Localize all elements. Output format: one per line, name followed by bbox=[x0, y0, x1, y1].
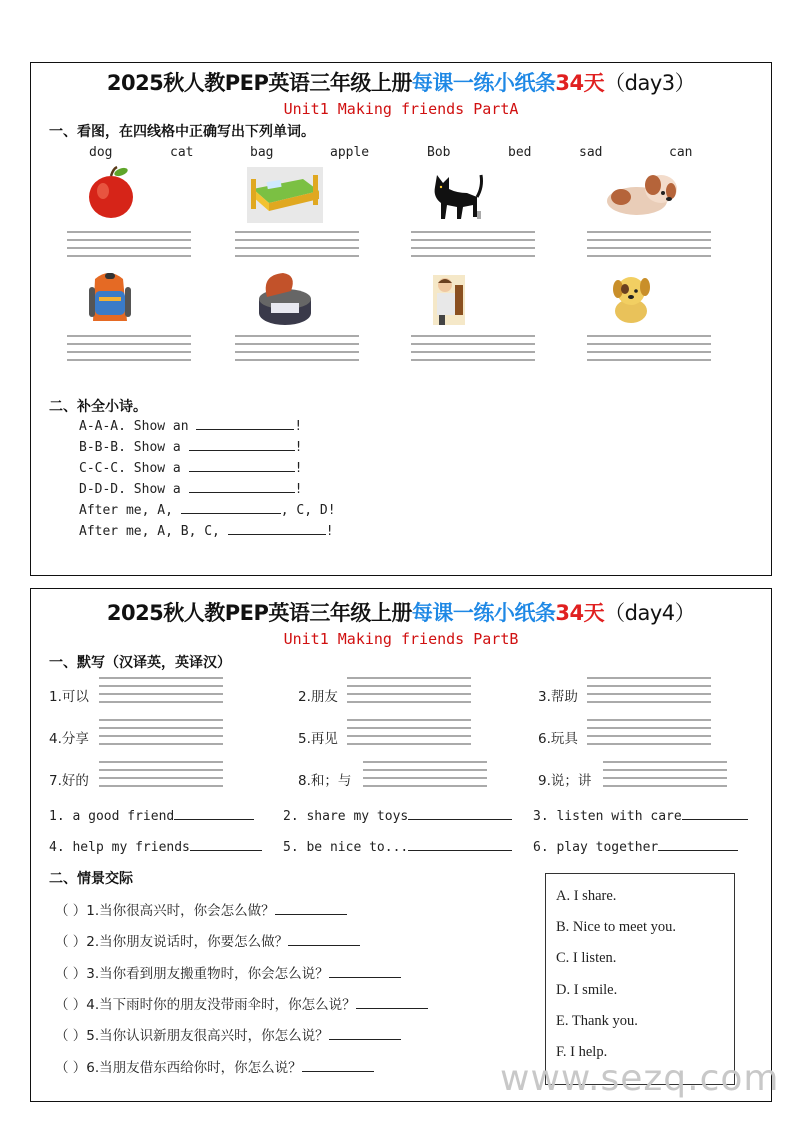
poem-text: C-C-C. Show a bbox=[79, 461, 189, 476]
four-line-grid[interactable] bbox=[587, 677, 711, 703]
day3-section1-heading: 一、看图，在四线格中正确写出下列单词。 bbox=[49, 124, 315, 140]
four-line-grid[interactable] bbox=[587, 335, 711, 361]
day4-section1-heading: 一、默写（汉译英，英译汉） bbox=[49, 655, 231, 671]
question-text: （ ）5.当你认识新朋友很高兴时，你怎么说？ bbox=[55, 1028, 329, 1044]
poem-line bbox=[79, 438, 302, 455]
title-part: 34天 bbox=[555, 71, 605, 95]
answer-blank[interactable] bbox=[189, 480, 295, 493]
poem-line bbox=[79, 522, 334, 539]
day3-subtitle: Unit1 Making friends PartA bbox=[283, 100, 519, 118]
poem-text: A-A-A. Show an bbox=[79, 419, 197, 434]
word-bank-item: Bob bbox=[427, 145, 451, 160]
answer-options-box bbox=[545, 873, 735, 1085]
answer-blank[interactable] bbox=[329, 965, 401, 978]
question-text: （ ）2.当你朋友说话时，你要怎么做？ bbox=[55, 934, 289, 950]
title-part: 2025秋人教PEP英语三年级上册 bbox=[106, 601, 412, 625]
answer-blank[interactable] bbox=[189, 459, 295, 472]
poem-text: ! bbox=[294, 482, 303, 497]
four-line-grid[interactable] bbox=[67, 231, 191, 257]
four-line-grid[interactable] bbox=[411, 231, 535, 257]
title-part: （day4） bbox=[604, 601, 696, 625]
answer-blank[interactable] bbox=[302, 1059, 374, 1072]
four-line-grid[interactable] bbox=[99, 761, 223, 787]
dictation-label: 6.玩具 bbox=[538, 731, 578, 747]
four-line-grid[interactable] bbox=[99, 677, 223, 703]
option-item: F. I help. bbox=[556, 1044, 608, 1060]
four-line-grid[interactable] bbox=[235, 335, 359, 361]
answer-blank[interactable] bbox=[682, 807, 748, 820]
day3-worksheet bbox=[30, 62, 772, 576]
word-bank-item: dog bbox=[89, 145, 113, 160]
dictation-label: 3.帮助 bbox=[538, 689, 578, 705]
phrase-item bbox=[49, 807, 254, 824]
title-part: 每课一练小纸条 bbox=[411, 71, 556, 95]
poem-text: After me, A, B, C, bbox=[79, 524, 228, 539]
answer-blank[interactable] bbox=[174, 807, 254, 820]
phrase-text: 3. listen with care bbox=[533, 809, 682, 824]
four-line-grid[interactable] bbox=[587, 719, 711, 745]
title-part: 2025秋人教PEP英语三年级上册 bbox=[106, 71, 412, 95]
poem-text: , C, D! bbox=[280, 503, 336, 518]
phrase-item bbox=[283, 838, 512, 855]
option-item: A. I share. bbox=[556, 888, 617, 904]
question-text: （ ）6.当朋友借东西给你时，你怎么说？ bbox=[55, 1060, 302, 1076]
bed-icon bbox=[247, 167, 317, 223]
answer-blank[interactable] bbox=[288, 933, 360, 946]
cat-icon bbox=[427, 167, 497, 223]
phrase-text: 1. a good friend bbox=[49, 809, 175, 824]
can-icon bbox=[253, 269, 323, 325]
four-line-grid[interactable] bbox=[587, 231, 711, 257]
dictation-label: 8.和；与 bbox=[298, 773, 352, 789]
phrase-item bbox=[283, 807, 512, 824]
answer-blank[interactable] bbox=[189, 438, 295, 451]
word-bank-item: sad bbox=[579, 145, 603, 160]
phrase-item bbox=[533, 838, 738, 855]
question-item bbox=[55, 930, 360, 950]
poem-text: D-D-D. Show a bbox=[79, 482, 189, 497]
answer-blank[interactable] bbox=[408, 807, 512, 820]
day3-title bbox=[31, 67, 771, 97]
option-item: D. I smile. bbox=[556, 982, 618, 998]
question-text: （ ）1.当你很高兴时，你会怎么做？ bbox=[55, 903, 275, 919]
poem-text: ! bbox=[294, 461, 303, 476]
bag-icon bbox=[81, 269, 151, 325]
question-item bbox=[55, 1056, 374, 1076]
answer-blank[interactable] bbox=[408, 838, 512, 851]
phrase-item bbox=[49, 838, 262, 855]
answer-blank[interactable] bbox=[356, 996, 428, 1009]
four-line-grid[interactable] bbox=[67, 335, 191, 361]
question-item bbox=[55, 993, 428, 1013]
poem-line bbox=[79, 480, 302, 497]
word-bank-item: cat bbox=[170, 145, 194, 160]
poem-line bbox=[79, 501, 336, 518]
sad-dog-icon bbox=[601, 167, 671, 223]
phrase-item bbox=[533, 807, 748, 824]
answer-blank[interactable] bbox=[658, 838, 738, 851]
answer-blank[interactable] bbox=[228, 522, 326, 535]
question-item bbox=[55, 962, 401, 982]
phrase-text: 6. play together bbox=[533, 840, 659, 855]
four-line-grid[interactable] bbox=[363, 761, 487, 787]
day4-subtitle: Unit1 Making friends PartB bbox=[283, 630, 519, 648]
title-part: 34天 bbox=[555, 601, 605, 625]
phrase-text: 5. be nice to... bbox=[283, 840, 409, 855]
four-line-grid[interactable] bbox=[347, 677, 471, 703]
title-part: （day3） bbox=[604, 71, 696, 95]
phrase-text: 4. help my friends bbox=[49, 840, 190, 855]
bob-icon bbox=[429, 271, 499, 327]
title-part: 每课一练小纸条 bbox=[411, 601, 556, 625]
phrase-text: 2. share my toys bbox=[283, 809, 409, 824]
poem-text: ! bbox=[294, 419, 303, 434]
dictation-label: 9.说；讲 bbox=[538, 773, 592, 789]
poem-text: B-B-B. Show a bbox=[79, 440, 189, 455]
dictation-label: 5.再见 bbox=[298, 731, 338, 747]
dictation-label: 1.可以 bbox=[49, 689, 89, 705]
dictation-label: 7.好的 bbox=[49, 773, 89, 789]
question-text: （ ）3.当你看到朋友搬重物时，你会怎么说？ bbox=[55, 966, 329, 982]
word-bank-item: bed bbox=[508, 145, 532, 160]
option-item: C. I listen. bbox=[556, 950, 617, 966]
answer-blank[interactable] bbox=[275, 902, 347, 915]
dog-icon bbox=[605, 269, 675, 325]
dictation-label: 4.分享 bbox=[49, 731, 89, 747]
poem-line bbox=[79, 459, 302, 476]
poem-line bbox=[79, 417, 302, 434]
dictation-label: 2.朋友 bbox=[298, 689, 338, 705]
poem-text: After me, A, bbox=[79, 503, 181, 518]
question-item bbox=[55, 1024, 401, 1044]
word-bank-item: bag bbox=[250, 145, 274, 160]
four-line-grid[interactable] bbox=[411, 335, 535, 361]
day3-section2-heading: 二、补全小诗。 bbox=[49, 399, 147, 415]
answer-blank[interactable] bbox=[196, 417, 294, 430]
option-item: B. Nice to meet you. bbox=[556, 919, 677, 935]
site-watermark: www.sezq.com bbox=[500, 1058, 780, 1099]
poem-text: ! bbox=[294, 440, 303, 455]
answer-blank[interactable] bbox=[190, 838, 262, 851]
answer-blank[interactable] bbox=[329, 1027, 401, 1040]
four-line-grid[interactable] bbox=[235, 231, 359, 257]
answer-blank[interactable] bbox=[181, 501, 281, 514]
word-bank-item: apple bbox=[330, 145, 370, 160]
four-line-grid[interactable] bbox=[99, 719, 223, 745]
apple-icon bbox=[81, 163, 151, 219]
question-item bbox=[55, 899, 347, 919]
day4-title bbox=[31, 597, 771, 627]
question-text: （ ）4.当下雨时你的朋友没带雨伞时，你怎么说？ bbox=[55, 997, 356, 1013]
four-line-grid[interactable] bbox=[603, 761, 727, 787]
word-bank-item: can bbox=[669, 145, 693, 160]
day4-section2-heading: 二、情景交际 bbox=[49, 871, 133, 887]
four-line-grid[interactable] bbox=[347, 719, 471, 745]
poem-text: ! bbox=[325, 524, 334, 539]
option-item: E. Thank you. bbox=[556, 1013, 638, 1029]
